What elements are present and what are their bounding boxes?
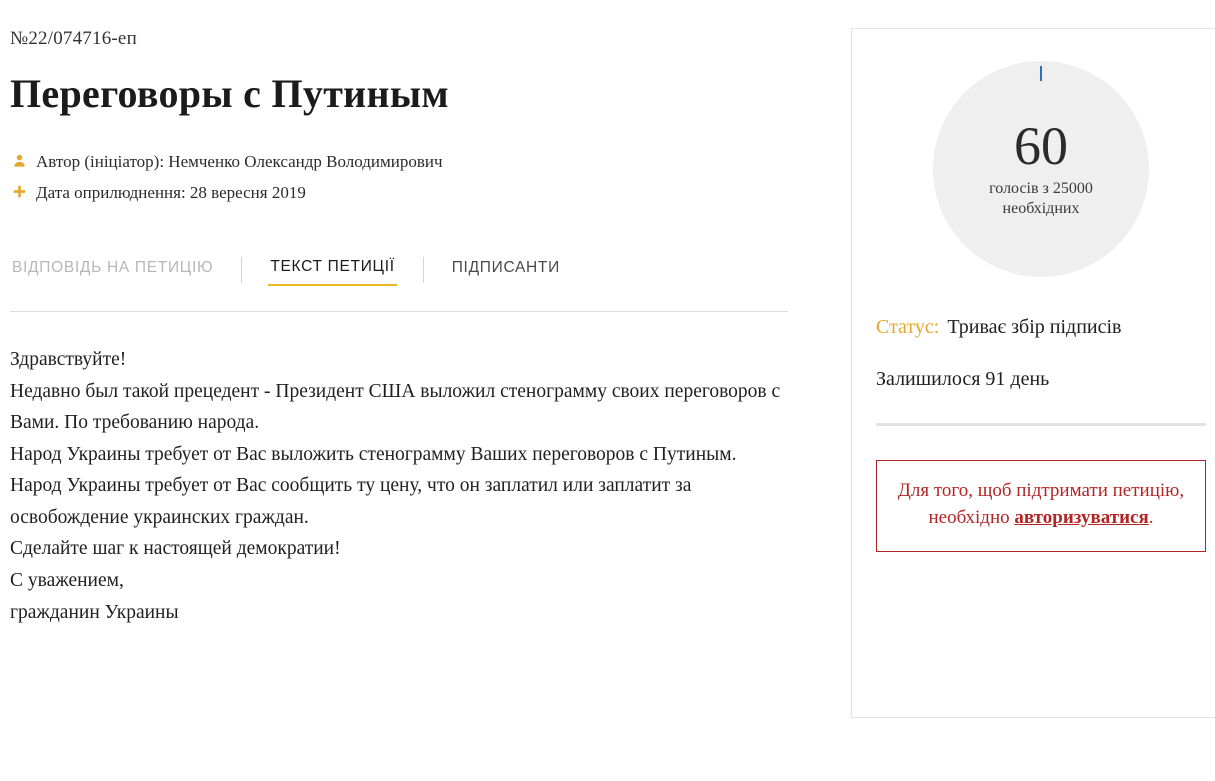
tab-signatories[interactable]: ПІДПИСАНТИ [451,258,560,276]
petition-date-label: Дата оприлюднення: 28 вересня 2019 [36,182,306,202]
sidebar-info [876,313,1206,391]
petition-number: №22/074716-еп [10,28,137,49]
sidebar-divider [876,423,1206,426]
user-icon [10,151,28,167]
petition-author-label: Автор (ініціатор): Немченко Олександр Володимирович [36,151,443,171]
petition-text [10,344,785,628]
auth-notice-text-end: . [1148,506,1154,528]
status-row [876,313,1206,342]
tab-response[interactable]: ВІДПОВІДЬ НА ПЕТИЦІЮ [12,258,214,276]
plus-icon [10,182,28,198]
days-left-label: Залишилося 91 день [876,368,1050,390]
petition-text-line: Здравствуйте! [10,348,127,370]
votes-count: 60 [1014,116,1068,176]
petition-text-line: гражданин Украины [10,601,179,623]
tab-petition-text[interactable]: ТЕКСТ ПЕТИЦІЇ [268,254,396,286]
petition-date-row [10,182,800,204]
status-label: Статус: [876,316,940,338]
authorize-link[interactable]: авторизуватися [1014,506,1149,528]
petition-tabs [10,250,800,290]
status-badge: Триває збір підписів [947,316,1122,338]
votes-gauge [933,61,1149,277]
tabs-bottom-divider [10,311,788,312]
petition-text-line: Недавно был такой прецедент - Президент США выложил стенограмму своих переговоров с Вами. По требованию народа. [10,380,781,434]
petition-text-line: Сделайте шаг к настоящей демократии! [10,538,341,560]
petition-author-row [10,151,800,173]
gauge-content [933,61,1149,277]
tab-divider-2 [423,257,424,283]
page-title: Переговоры с Путиным [10,71,449,116]
petition-text-line: С уважением, [10,570,124,592]
petition-text-line: Народ Украины требует от Вас выложить стенограмму Ваших переговоров с Путиным. Народ Украины требует от Вас сообщить ту цену, что он заплатил или заплатит за освобождение украинских граждан. [10,443,737,528]
tab-divider-1 [241,257,242,283]
petition-sidebar [851,28,1215,718]
petition-main [10,28,800,628]
votes-required-line-2: необхідних [1002,200,1080,217]
votes-required-label [989,179,1093,219]
votes-required-line-1: голосів з 25000 [989,180,1093,197]
auth-notice-box [876,460,1206,552]
auth-notice-text: Для того, щоб підтримати петицію, необхідно [897,480,1185,528]
